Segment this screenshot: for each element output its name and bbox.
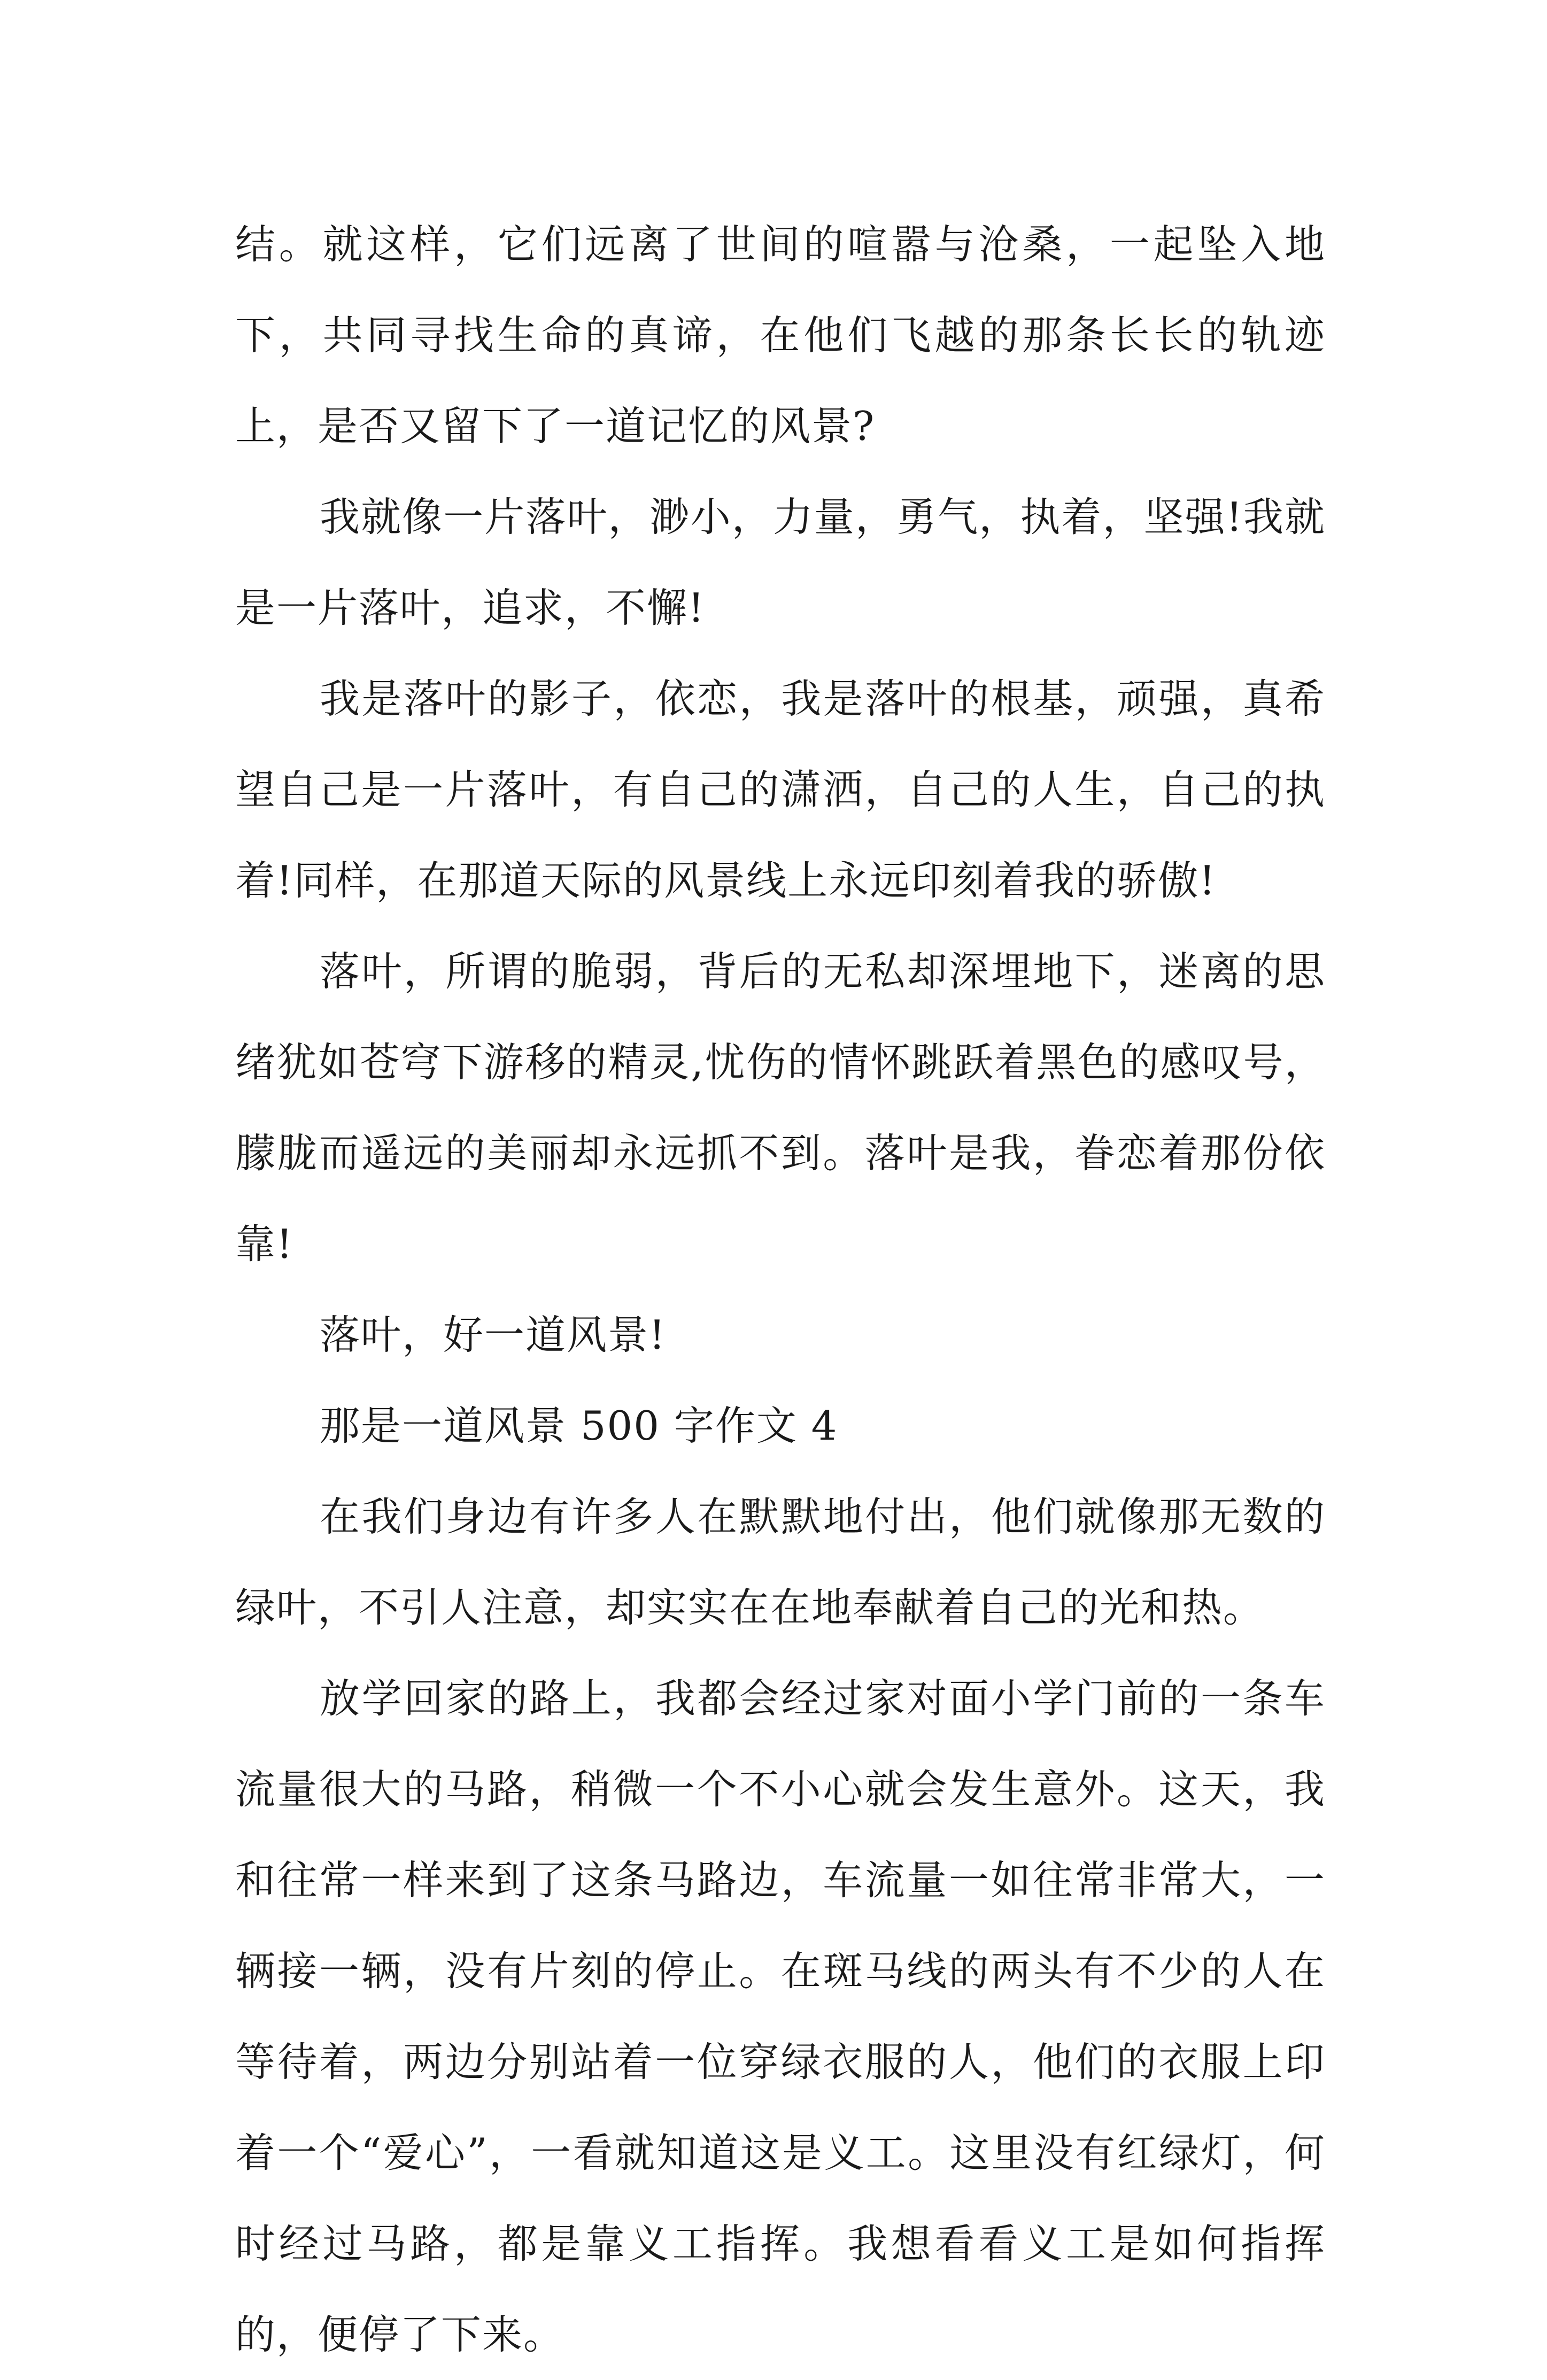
document-page (235, 199, 1326, 2380)
paragraph: 落叶，好一道风景! (320, 1311, 667, 1358)
paragraph-continuation: 结。就这样，它们远离了世间的喧嚣与沧桑，一起坠入地下，共同寻找生命的真谛，在他们飞越的那条长长的轨迹上，是否又留下了一道记忆的风景? (235, 221, 1326, 450)
paragraph: 放学回家的路上，我都会经过家对面小学门前的一条车流量很大的马路，稍微一个不小心就会发生意外。这天，我和往常一样来到了这条马路边，车流量一如往常非常大，一辆接一辆，没有片刻的停止。在斑马线的两头有不少的人在等待着，两边分别站着一位穿绿衣服的人，他们的衣服上印着一个“爱心”，一看就知道这是义工。这里没有红绿灯，何时经过马路，都是靠义工指挥。我想看看义工是如何指挥的，便停了下来。 (235, 1675, 1326, 2358)
paragraph: 我是落叶的影子，依恋，我是落叶的根基，顽强，真希望自己是一片落叶，有自己的潇洒，自己的人生，自己的执着!同样，在那道天际的风景线上永远印刻着我的骄傲! (235, 675, 1326, 904)
paragraph: 我就像一片落叶，渺小，力量，勇气，执着，坚强!我就是一片落叶，追求，不懈! (235, 493, 1326, 631)
essay-heading: 那是一道风景 500 字作文 4 (320, 1402, 838, 1449)
paragraph: 在我们身边有许多人在默默地付出，他们就像那无数的绿叶，不引人注意，却实实在在地奉献着自己的光和热。 (235, 1493, 1326, 1631)
paragraph: 落叶，所谓的脆弱，背后的无私却深埋地下，迷离的思绪犹如苍穹下游移的精灵,忧伤的情怀跳跃着黑色的感叹号，朦胧而遥远的美丽却永远抓不到。落叶是我，眷恋着那份依靠! (235, 948, 1326, 1268)
